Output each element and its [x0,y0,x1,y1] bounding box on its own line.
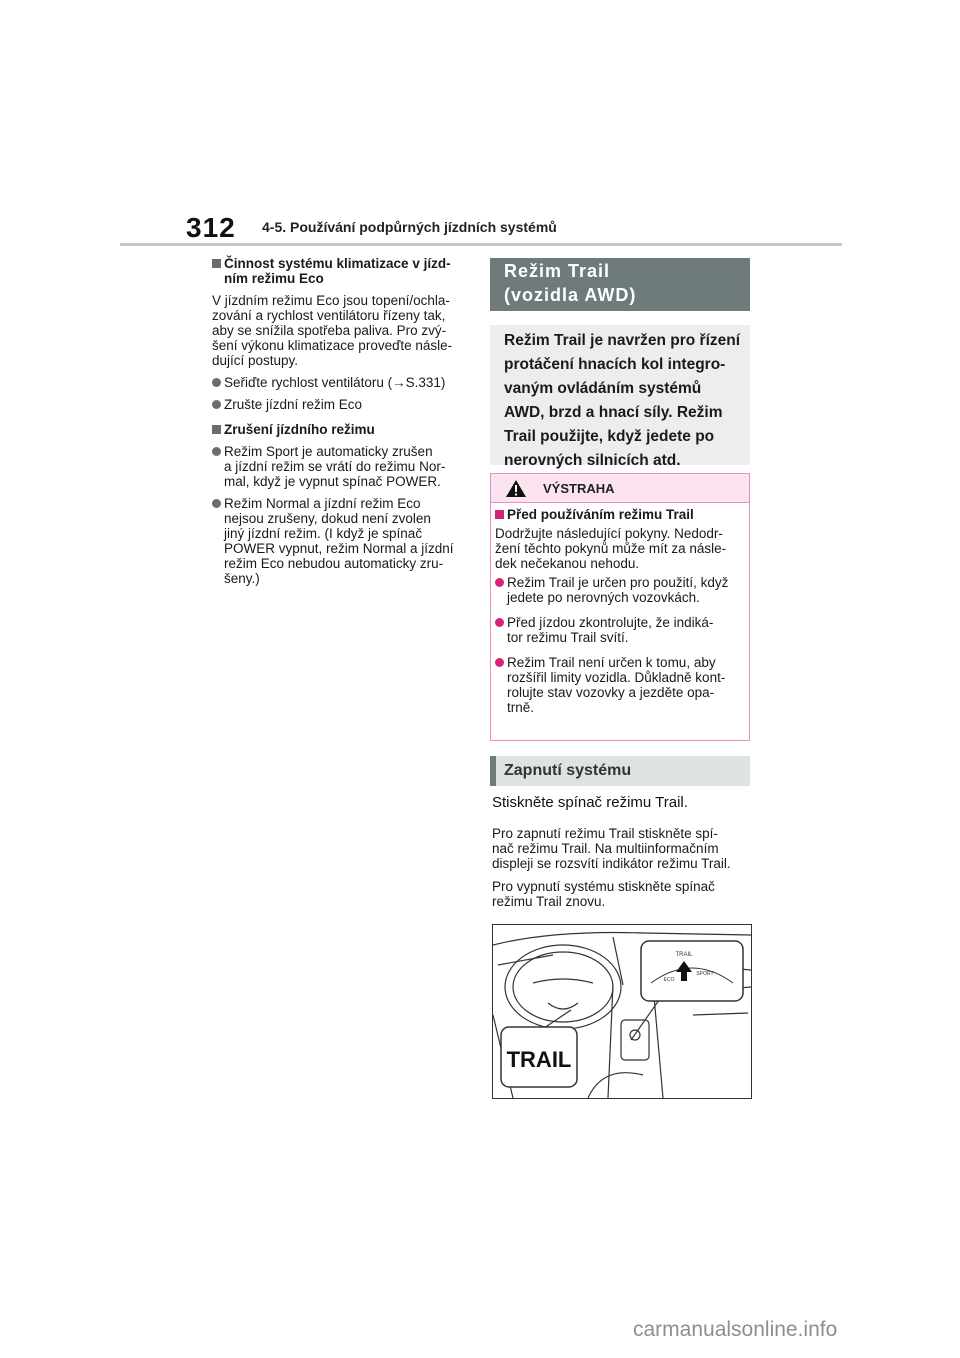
section-title-activation: Zapnutí systému [490,756,750,786]
square-bullet-icon [495,510,504,519]
intro-box: Režim Trail je navržen pro řízení protáčení hnacích kol integro- vaným ovládáním systémů AWD, brzd a hnací síly. Režim Trail použijte, když jedete po nerovných silnicích atd. [490,325,750,465]
display-sport-label: SPORT [696,971,714,977]
dashboard-drawing [493,925,751,1098]
activation-paragraph: Pro zapnutí režimu Trail stiskněte spí- nač režimu Trail. Na multiinformačním displeji se rozsvítí indikátor režimu Trail. [492,826,731,871]
bullet-icon [212,400,221,409]
climate-paragraph: V jízdním režimu Eco jsou topení/ochla- zování a rychlost ventilátoru řízeny tak, aby se snížila spotřeba paliva. Pro zvý- šení výkonu klimatizace proveďte násle- dující postupy. [212,293,453,368]
display-trail-label: TRAIL [675,952,693,958]
bullet-icon [212,447,221,456]
page-number: 312 [186,212,236,243]
bullet-icon [495,658,504,667]
list-item: Režim Sport je automaticky zrušen a jízdní režim se vrátí do režimu Nor- mal, když je vypnut spínač POWER. [212,444,466,489]
section-bar [490,756,496,786]
list-item: Před jízdou zkontrolujte, že indiká- tor režimu Trail svítí. [495,615,745,645]
bullet-icon [212,378,221,387]
left-column [212,256,466,593]
warning-paragraph: Dodržujte následující pokyny. Nedodr- žení těchto pokynů může mít za násle- dek nečekanou nehodu. [495,526,727,571]
section-title-trail: Režim Trail (vozidla AWD) [490,258,750,311]
trail-button-label: TRAIL [506,1047,572,1072]
list-item: Režim Normal a jízdní režim Eco nejsou zrušeny, dokud není zvolen jiný jízdní režim. (I když je spínač POWER vypnut, režim Normal a jízdní režim Eco nebudou automaticky zru- šeny.) [212,496,466,586]
warning-box [490,473,750,741]
step-instruction: Stiskněte spínač režimu Trail. [492,794,688,811]
warning-title: VÝSTRAHA [543,481,615,496]
list-item: Režim Trail není určen k tomu, aby rozšířil limity vozidla. Důkladně kont- rolujte stav vozovky a jezděte opa- trně. [495,655,745,715]
warning-body [495,507,745,722]
list-item: Seřiďte rychlost ventilátoru (→S.331) [212,375,466,390]
warning-header [491,474,749,503]
dashboard-illustration [492,924,752,1099]
warning-subtitle: Před používáním režimu Trail [495,507,745,522]
list-item: Zrušte jízdní režim Eco [212,397,466,412]
bullet-icon [495,578,504,587]
chapter-title: 4-5. Používání podpůrných jízdních systémů [262,219,557,235]
watermark: carmanualsonline.info [633,1318,838,1341]
square-bullet-icon [212,425,221,434]
deactivation-paragraph: Pro vypnutí systému stiskněte spínač režimu Trail znovu. [492,879,715,909]
display-eco-label: ECO [663,977,675,983]
bullet-icon [495,618,504,627]
square-bullet-icon [212,259,221,268]
section-heading-climate: Činnost systému klimatizace v jízd- ním režimu Eco [212,256,466,286]
list-item: Režim Trail je určen pro použití, když jedete po nerovných vozovkách. [495,575,745,605]
warning-triangle-icon [505,479,527,498]
header-divider [120,243,842,246]
bullet-icon [212,499,221,508]
section-heading-cancel: Zrušení jízdního režimu [212,422,466,437]
